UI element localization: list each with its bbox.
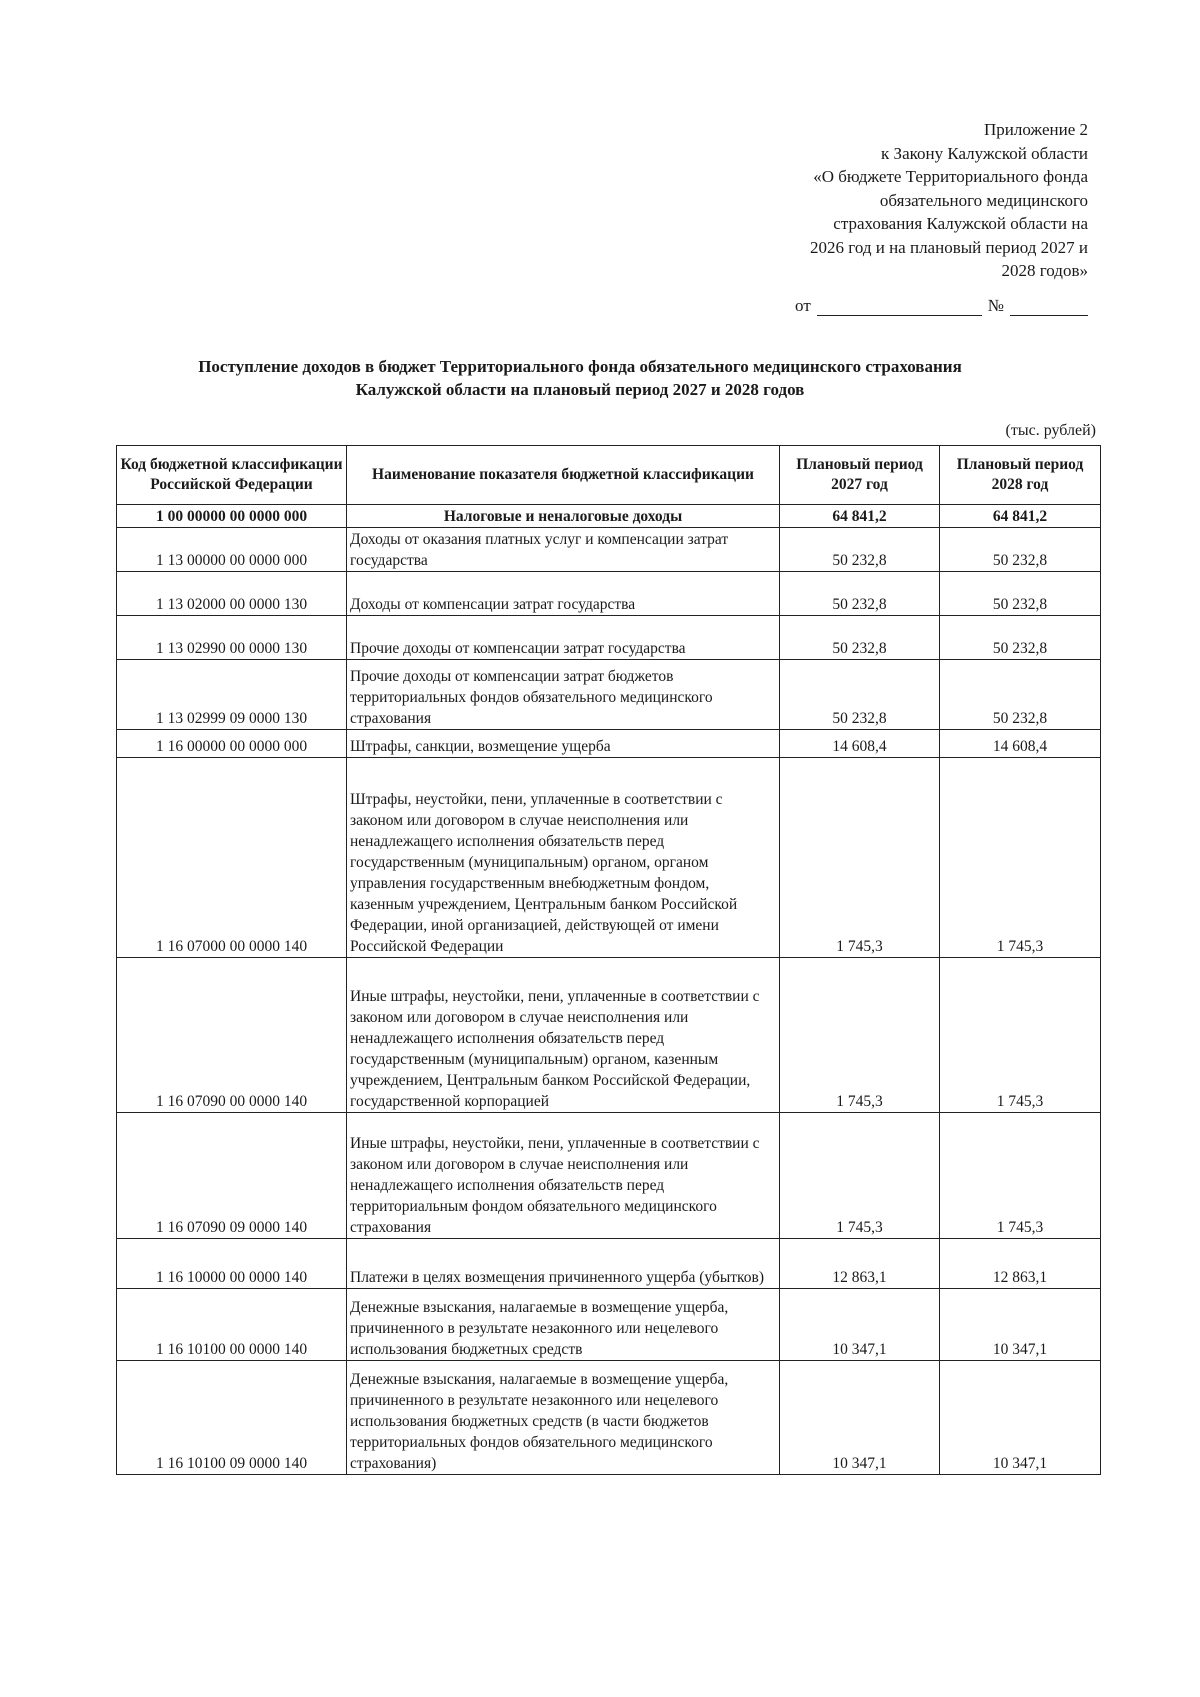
row-name: Денежные взыскания, налагаемые в возмещение ущерба, причиненного в результате незаконного или нецелевого использования бюджетных средств [347,1289,780,1361]
row-code: 1 16 07090 09 0000 140 [117,1113,347,1239]
total-code: 1 00 00000 00 0000 000 [117,505,347,528]
row-code: 1 16 10100 00 0000 140 [117,1289,347,1361]
row-2028: 10 347,1 [940,1361,1101,1475]
total-row [117,505,1101,528]
row-2027: 1 745,3 [780,1113,940,1239]
appendix-line: Приложение 2 [984,120,1088,139]
row-2028: 1 745,3 [940,958,1101,1113]
header-name: Наименование показателя бюджетной классификации [347,446,780,505]
from-label: от [795,296,811,315]
table-row [117,660,1101,730]
appendix-line: «О бюджете Территориального фонда [813,167,1088,186]
table-row [117,572,1101,616]
row-2028: 1 745,3 [940,758,1101,958]
table-row [117,958,1101,1113]
row-name: Иные штрафы, неустойки, пени, уплаченные в соответствии с законом или договором в случае неисполнения или ненадлежащего исполнения обязательств перед территориальным фондом обязательного медицинского страхования [347,1113,780,1239]
appendix-line: 2028 годов» [1001,261,1088,280]
header-2028: Плановый период 2028 год [940,446,1101,505]
table-row [117,616,1101,660]
row-2028: 50 232,8 [940,528,1101,572]
row-name: Платежи в целях возмещения причиненного ущерба (убытков) [347,1239,780,1289]
total-2027: 64 841,2 [780,505,940,528]
row-2027: 10 347,1 [780,1361,940,1475]
row-name: Доходы от компенсации затрат государства [347,572,780,616]
total-name: Налоговые и неналоговые доходы [347,505,780,528]
table-row [117,730,1101,758]
document-title [150,355,1010,401]
row-2027: 14 608,4 [780,730,940,758]
row-code: 1 13 02000 00 0000 130 [117,572,347,616]
revenue-table [116,445,1101,1475]
row-2027: 12 863,1 [780,1239,940,1289]
appendix-line: к Закону Калужской области [881,143,1088,163]
title-line-2: Калужской области на плановый период 2027 и 2028 годов [355,380,805,399]
title-line-1: Поступление доходов в бюджет Территориального фонда обязательного медицинского страхования [198,357,962,376]
appendix-line: страхования Калужской области на [833,214,1088,233]
row-2028: 12 863,1 [940,1239,1101,1289]
units-label: (тыс. рублей) [1005,422,1096,439]
table-row [117,1289,1101,1361]
table-row [117,1239,1101,1289]
table-row [117,528,1101,572]
row-2027: 1 745,3 [780,758,940,958]
row-code: 1 16 07000 00 0000 140 [117,758,347,958]
row-name: Штрафы, санкции, возмещение ущерба [347,730,780,758]
row-2028: 10 347,1 [940,1289,1101,1361]
row-code: 1 13 00000 00 0000 000 [117,528,347,572]
row-2027: 50 232,8 [780,572,940,616]
date-number-line [795,296,1088,316]
row-2028: 14 608,4 [940,730,1101,758]
appendix-line: обязательного медицинского [879,190,1088,210]
number-blank-field [1010,299,1088,316]
table-header-row [117,446,1101,505]
row-code: 1 13 02990 00 0000 130 [117,616,347,660]
row-name: Прочие доходы от компенсации затрат государства [347,616,780,660]
table-row [117,758,1101,958]
row-name: Денежные взыскания, налагаемые в возмещение ущерба, причиненного в результате незаконного или нецелевого использования бюджетных средств (в части бюджетов территориальных фондов обязательного медицинского страхования) [347,1361,780,1475]
row-2027: 50 232,8 [780,660,940,730]
row-2028: 50 232,8 [940,616,1101,660]
header-2027: Плановый период 2027 год [780,446,940,505]
row-2028: 1 745,3 [940,1113,1101,1239]
row-code: 1 13 02999 09 0000 130 [117,660,347,730]
appendix-line: 2026 год и на плановый период 2027 и [810,237,1088,257]
row-2028: 50 232,8 [940,660,1101,730]
row-2027: 10 347,1 [780,1289,940,1361]
number-label: № [987,296,1004,315]
row-code: 1 16 10000 00 0000 140 [117,1239,347,1289]
total-2028: 64 841,2 [940,505,1101,528]
row-2027: 50 232,8 [780,616,940,660]
row-2028: 50 232,8 [940,572,1101,616]
table-row [117,1361,1101,1475]
date-blank-field [817,299,982,316]
row-2027: 1 745,3 [780,958,940,1113]
row-code: 1 16 07090 00 0000 140 [117,958,347,1113]
header-code: Код бюджетной классификации Российской Федерации [117,446,347,505]
table-row [117,1113,1101,1239]
row-name: Штрафы, неустойки, пени, уплаченные в соответствии с законом или договором в случае неисполнения или ненадлежащего исполнения обязательств перед государственным (муниципальным) органом, органом управления государственным внебюджетным фондом, казенным учреждением, Центральным банком Российской Федерации, иной организацией, действующей от имени Российской Федерации [347,758,780,958]
appendix-block [728,118,1088,283]
row-2027: 50 232,8 [780,528,940,572]
row-name: Доходы от оказания платных услуг и компенсации затрат государства [347,528,780,572]
row-code: 1 16 00000 00 0000 000 [117,730,347,758]
row-name: Иные штрафы, неустойки, пени, уплаченные в соответствии с законом или договором в случае неисполнения или ненадлежащего исполнения обязательств перед государственным (муниципальным) органом, казенным учреждением, Центральным банком Российской Федерации, государственной корпорацией [347,958,780,1113]
row-name: Прочие доходы от компенсации затрат бюджетов территориальных фондов обязательного медицинского страхования [347,660,780,730]
row-code: 1 16 10100 09 0000 140 [117,1361,347,1475]
